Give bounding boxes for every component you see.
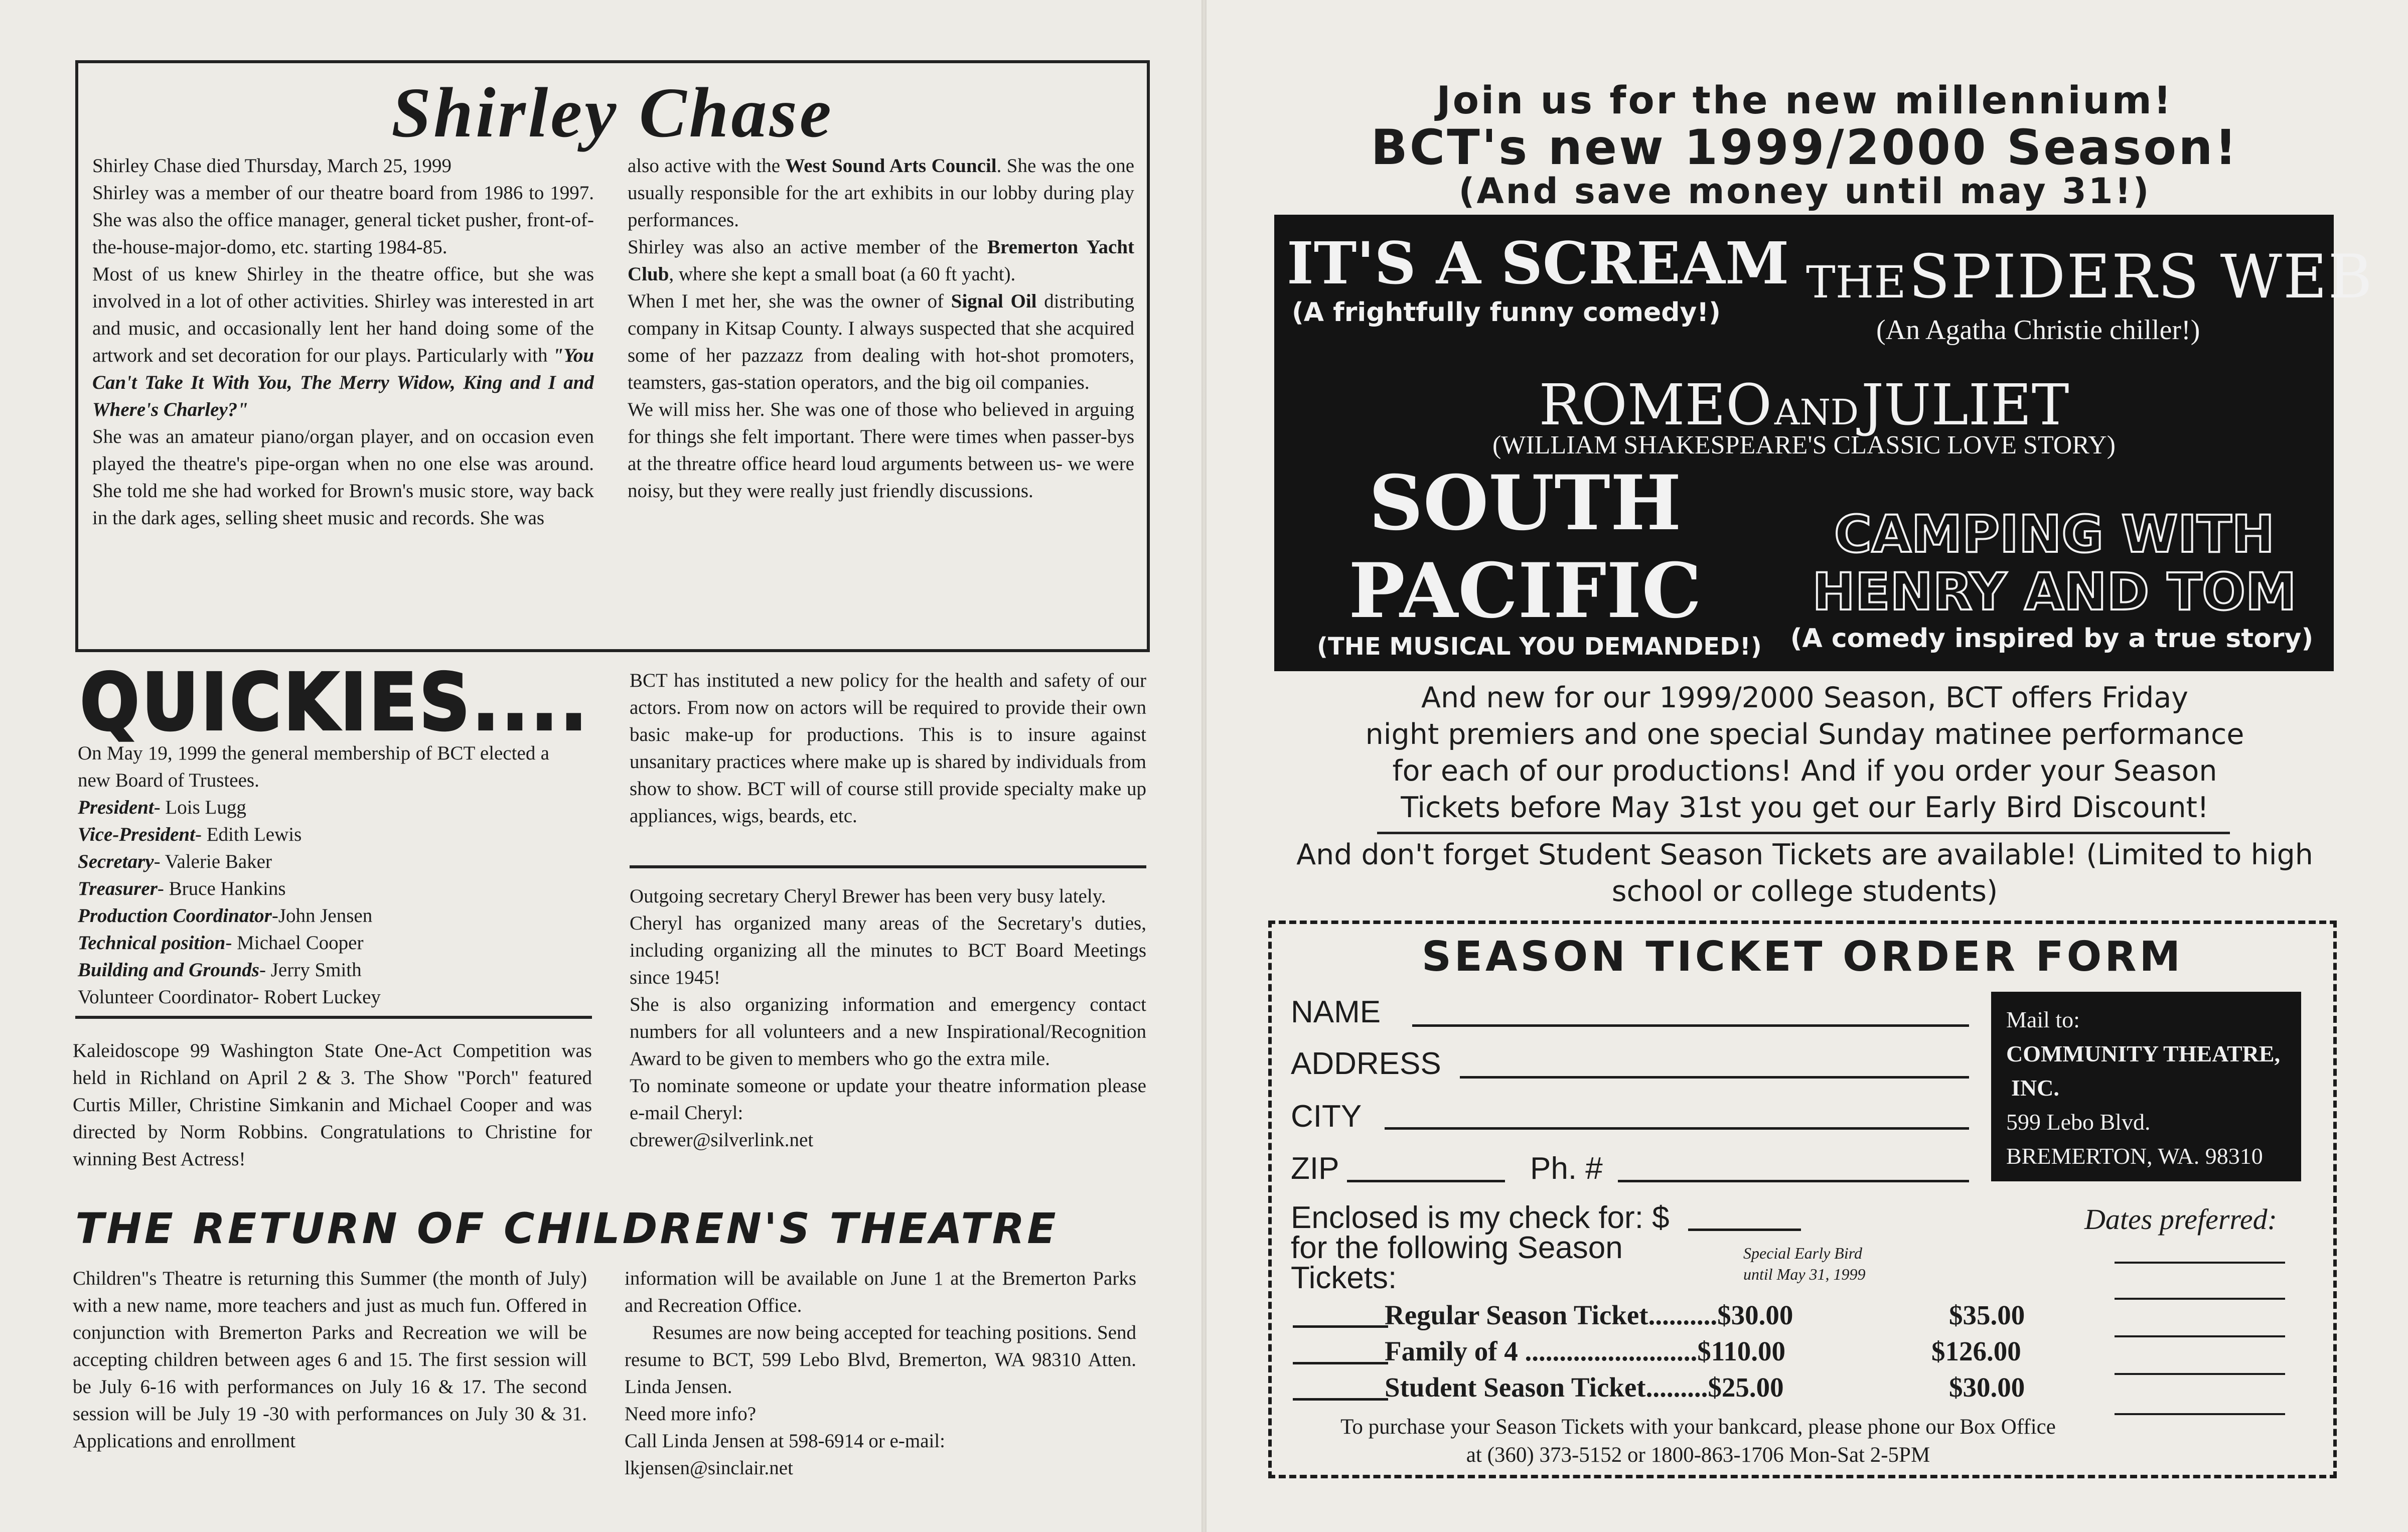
divider bbox=[1377, 832, 2230, 834]
childrens-line: Resumes are now being accepted for teaching positions. Send resume to BCT, 599 Lebo Blvd, Bremerton, WA 98310 Atten. Linda Jensen. bbox=[625, 1322, 1136, 1398]
show-camping-subtitle: (A comedy inspired by a true story) bbox=[1790, 624, 2314, 654]
bankcard-line: To purchase your Season Tickets with your bankcard, please phone our Box Office bbox=[1340, 1415, 2056, 1439]
shirley-text: We will miss her. She was one of those who believed in arguing for things she felt important. There were times when passer-bys at the threatre office heard loud arguments between us- we were noisy, but they were really just friendly discussions. bbox=[628, 399, 1134, 502]
bankcard-note bbox=[1287, 1413, 2110, 1469]
following-season-label: for the following Season bbox=[1291, 1231, 1623, 1265]
shirley-text: Most of us knew Shirley in the theatre office, but she was involved in a lot of other activities. Shirley was interested in art and music, and occasionally lent her hand doing some of the artwork and set decoration for our plays. Particularly with "You Can't Take It With You, The Merry Widow, King and I and Where's Charley?" bbox=[92, 263, 594, 420]
cheryl-email: cbrewer@silverlink.net bbox=[630, 1129, 814, 1151]
childrens-line: Call Linda Jensen at 598-6914 or e-mail: bbox=[625, 1430, 946, 1452]
childrens-line: information will be available on June 1 at the Bremerton Parks and Recreation Office. bbox=[625, 1268, 1136, 1316]
officer-line: Production Coordinator-John Jensen bbox=[78, 905, 373, 927]
board-intro: On May 19, 1999 the general membership of BCT elected a new Board of Trustees. bbox=[78, 742, 549, 791]
address-field[interactable] bbox=[1460, 1076, 1969, 1079]
childrens-column-1: Children"s Theatre is returning this Summer (the month of July) with a new name, more teachers and just as much fun. Offered in conjunction with Bremerton Parks and Recreation we will be accepting children between ages 6 and 15. The first session will be July 6-16 with performances on July 16 & 17. The second session will be July 19 -30 with performances on July 30 & 31. Applications and enrollment bbox=[73, 1268, 587, 1452]
date-preferred-field[interactable] bbox=[2115, 1298, 2285, 1300]
officer-line: Building and Grounds- Jerry Smith bbox=[78, 959, 362, 981]
show-romeo-subtitle: (WILLIAM SHAKESPEARE'S CLASSIC LOVE STORY) bbox=[1492, 431, 2116, 459]
headline-season: BCT's new 1999/2000 Season! bbox=[1371, 119, 2239, 176]
tickets-label: Tickets: bbox=[1291, 1261, 1397, 1295]
show-spiders-web: THE SPIDERS WEB bbox=[1806, 242, 2373, 312]
headline-save-money: (And save money until may 31!) bbox=[1458, 171, 2151, 212]
officer-line: Treasurer- Bruce Hankins bbox=[78, 878, 286, 899]
zip-field[interactable] bbox=[1347, 1180, 1505, 1182]
date-preferred-field[interactable] bbox=[2115, 1262, 2285, 1264]
offer-line: Tickets before May 31st you get our Early Bird Discount! bbox=[1401, 791, 2209, 824]
officer-line: Secretary- Valerie Baker bbox=[78, 851, 272, 872]
shirley-chase-title: Shirley Chase bbox=[391, 73, 834, 152]
linda-email: lkjensen@sinclair.net bbox=[625, 1457, 793, 1479]
date-preferred-field[interactable] bbox=[2115, 1413, 2285, 1415]
officer-line: Technical position- Michael Cooper bbox=[78, 932, 364, 954]
shirley-text: Shirley was also an active member of the Bremerton Yacht Club, where she kept a small boat (a 60 ft yacht). bbox=[628, 236, 1134, 285]
divider bbox=[75, 1016, 592, 1019]
student-quantity-field[interactable] bbox=[1293, 1398, 1388, 1401]
show-scream-subtitle: (A frightfully funny comedy!) bbox=[1292, 297, 1721, 328]
name-label: NAME bbox=[1291, 995, 1381, 1029]
student-ticket-option: Student Season Ticket.........$25.00 bbox=[1385, 1372, 1784, 1403]
city-field[interactable] bbox=[1385, 1127, 1969, 1130]
address-label: ADDRESS bbox=[1291, 1046, 1441, 1081]
divider bbox=[630, 865, 1146, 868]
officer-line: President- Lois Lugg bbox=[78, 797, 246, 818]
student-line: school or college students) bbox=[1611, 875, 1998, 908]
mail-to-line: Mail to: bbox=[2006, 1007, 2080, 1032]
early-bird-note: Special Early Bird until May 31, 1999 bbox=[1743, 1244, 1866, 1283]
shirley-text: Shirley Chase died Thursday, March 25, 1999 bbox=[92, 155, 452, 177]
zip-label: ZIP bbox=[1291, 1151, 1339, 1186]
season-offer-text bbox=[1229, 680, 2380, 826]
mail-to-line: INC. bbox=[2011, 1075, 2059, 1101]
show-romeo-and-juliet: ROMEO AND JULIET bbox=[1539, 373, 2069, 438]
headline-millennium: Join us for the new millennium! bbox=[1436, 78, 2173, 122]
mail-to-box bbox=[1991, 992, 2301, 1181]
show-pacific: PACIFIC bbox=[1348, 547, 1702, 635]
family-ticket-option: Family of 4 .........................$110.00 bbox=[1385, 1336, 1786, 1366]
family-ticket-price: $126.00 bbox=[1931, 1336, 2021, 1366]
student-tickets-text bbox=[1229, 837, 2380, 910]
regular-ticket-price: $35.00 bbox=[1949, 1300, 2025, 1330]
order-form-title: SEASON TICKET ORDER FORM bbox=[1421, 933, 2184, 981]
phone-label: Ph. # bbox=[1530, 1151, 1603, 1186]
name-field[interactable] bbox=[1412, 1024, 1969, 1027]
board-of-trustees bbox=[78, 740, 549, 1011]
childrens-theatre-heading: THE RETURN OF CHILDREN'S THEATRE bbox=[75, 1204, 1059, 1253]
check-amount-field[interactable] bbox=[1688, 1229, 1801, 1231]
enclosed-check-label: Enclosed is my check for: $ bbox=[1291, 1200, 1670, 1235]
shirley-text: also active with the West Sound Arts Council. She was the one usually responsible for the art exhibits in our lobby during play performances. bbox=[628, 155, 1134, 231]
secretary-line: Cheryl has organized many areas of the Secretary's duties, including organizing all the minutes to BCT Board Meetings since 1945! bbox=[630, 912, 1146, 988]
offer-line: for each of our productions! And if you order your Season bbox=[1392, 754, 2217, 788]
shirley-text: When I met her, she was the owner of Signal Oil distributing company in Kitsap County. I always suspected that she acquired some of her pazzazz from dealing with hot-shot promoters, teamsters, gas-station operators, and the big oil companies. bbox=[628, 290, 1135, 393]
regular-ticket-option: Regular Season Ticket..........$30.00 bbox=[1385, 1300, 1793, 1330]
secretary-line: She is also organizing information and emergency contact numbers for all volunteers and a new Inspirational/Recognition Award to be given to members who go the extra mile. bbox=[630, 994, 1146, 1069]
regular-quantity-field[interactable] bbox=[1293, 1325, 1388, 1328]
city-label: CITY bbox=[1291, 1099, 1362, 1134]
makeup-policy-text: BCT has instituted a new policy for the health and safety of our actors. From now on actors will be required to provide their own basic make-up for productions. This is to insure against unsanitary practices where make up is shared by individuals from show to show. BCT will of course still provide specialty make up appliances, wigs, beards, etc. bbox=[630, 670, 1146, 827]
shirley-chase-box bbox=[75, 60, 1150, 652]
shirley-column-2 bbox=[628, 152, 1134, 505]
quickies-heading: QUICKIES.... bbox=[80, 657, 590, 748]
show-camping-line-1: CAMPING WITH bbox=[1834, 505, 2275, 564]
mail-to-line: COMMUNITY THEATRE, bbox=[2006, 1041, 2281, 1066]
kaleidoscope-text: Kaleidoscope 99 Washington State One-Act Competition was held in Richland on April 2 & 3. The Show "Porch" featured Curtis Miller, Christine Simkanin and Michael Cooper and was directed by Norm Robbins. Congratulations to Christine for winning Best Actress! bbox=[73, 1040, 592, 1170]
show-south: SOUTH bbox=[1369, 459, 1682, 547]
mail-to-line: 599 Lebo Blvd. bbox=[2006, 1109, 2151, 1135]
officer-line: Volunteer Coordinator- Robert Luckey bbox=[78, 986, 381, 1008]
show-south-pacific-subtitle: (THE MUSICAL YOU DEMANDED!) bbox=[1317, 633, 1762, 661]
childrens-column-2 bbox=[625, 1265, 1136, 1482]
offer-line: And new for our 1999/2000 Season, BCT offers Friday bbox=[1421, 681, 2188, 714]
officer-line: Vice-President- Edith Lewis bbox=[78, 824, 302, 845]
shirley-text: Shirley was a member of our theatre board from 1986 to 1997. She was also the office manager, general ticket pusher, front-of-the-house-major-domo, etc. starting 1984-85. bbox=[92, 182, 594, 258]
show-camping-line-2: HENRY AND TOM bbox=[1812, 562, 2297, 622]
mail-to-line: BREMERTON, WA. 98310 bbox=[2006, 1143, 2263, 1169]
shirley-text: She was an amateur piano/organ player, and on occasion even played the theatre's pipe-organ when no one else was around. She told me she had worked for Brown's music store, way back in the dark ages, selling sheet music and records. She was bbox=[92, 426, 594, 529]
offer-line: night premiers and one special Sunday matinee performance bbox=[1365, 718, 2244, 751]
phone-field[interactable] bbox=[1618, 1180, 1969, 1182]
date-preferred-field[interactable] bbox=[2115, 1373, 2285, 1375]
center-fold bbox=[1201, 0, 1207, 1532]
season-shows-banner bbox=[1274, 215, 2373, 671]
show-its-a-scream: IT'S A SCREAM bbox=[1287, 230, 1789, 297]
season-ticket-order-form bbox=[1268, 921, 2337, 1478]
show-spiders-subtitle: (An Agatha Christie chiller!) bbox=[1876, 315, 2200, 346]
right-headlines bbox=[1229, 75, 2380, 221]
dates-preferred-label: Dates preferred: bbox=[2084, 1203, 2277, 1236]
student-line: And don't forget Student Season Tickets are available! (Limited to high bbox=[1296, 838, 2313, 871]
secretary-text bbox=[630, 883, 1146, 1154]
secretary-line: Outgoing secretary Cheryl Brewer has been very busy lately. bbox=[630, 885, 1106, 907]
student-ticket-price: $30.00 bbox=[1949, 1372, 2025, 1403]
secretary-line: To nominate someone or update your theatre information please e-mail Cheryl: bbox=[630, 1075, 1146, 1124]
bankcard-line: at (360) 373-5152 or 1800-863-1706 Mon-Sat 2-5PM bbox=[1466, 1443, 1930, 1467]
family-quantity-field[interactable] bbox=[1293, 1362, 1388, 1364]
childrens-line: Need more info? bbox=[625, 1403, 757, 1425]
date-preferred-field[interactable] bbox=[2115, 1335, 2285, 1337]
shirley-column-1 bbox=[92, 152, 594, 532]
